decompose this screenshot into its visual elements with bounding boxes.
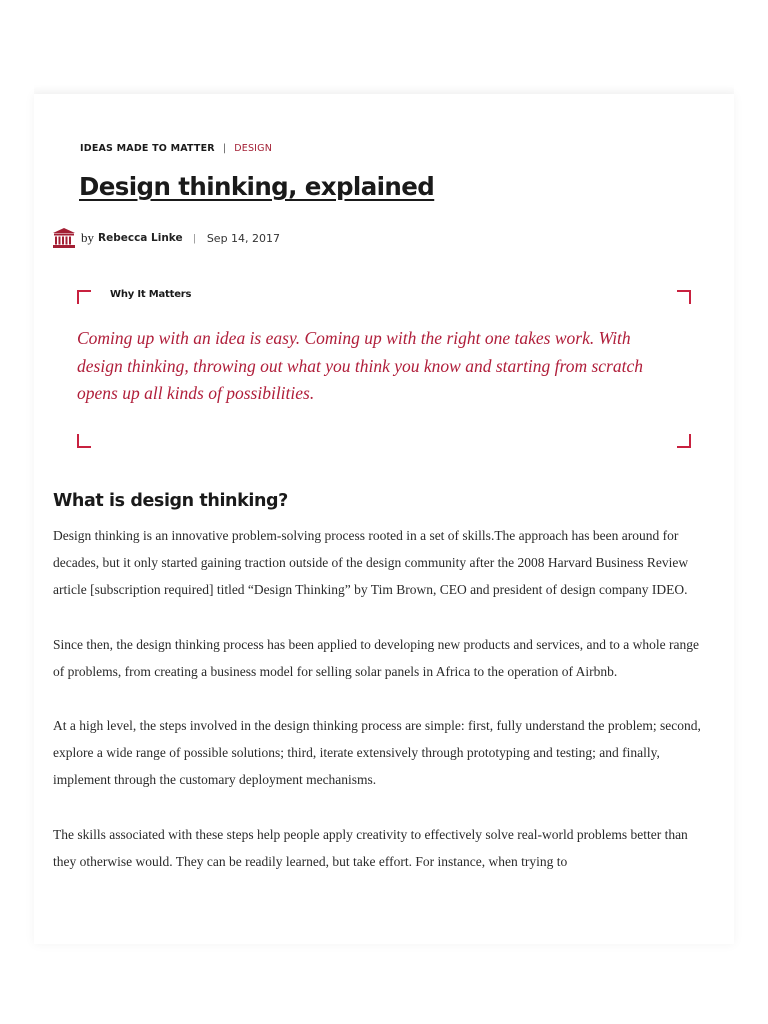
body-paragraph: Since then, the design thinking process has been applied to developing new products and services, and to a whole range of problems, from creating a business model for selling solar panels in Africa to the operation of Airbnb. [53,636,699,679]
corner-bracket-bottom-left [77,434,91,448]
article-title: Design thinking, explained [79,172,435,201]
why-it-matters-quote: Coming up with an idea is easy. Coming up with the right one takes work. With design thinking, throwing out what you think you know and starting from scratch opens up all kinds of possibilities. [77,328,643,403]
why-it-matters-callout [77,290,691,448]
corner-bracket-bottom-right [677,434,691,448]
article-body [53,522,713,902]
byline-by: by [81,230,94,245]
breadcrumb [80,143,272,154]
breadcrumb-section-link[interactable]: IDEAS MADE TO MATTER [80,143,215,154]
body-paragraph: Design thinking is an innovative problem-solving process rooted in a set of skills.The approach has been around for decades, but it only started gaining traction outside of the design community after the 2008 Harvard Business Review article [subscription required] titled “Design Thinking” by Tim Brown, CEO and president of design company IDEO. [53,528,689,598]
corner-bracket-top-left [77,290,91,304]
breadcrumb-topic-link[interactable]: DESIGN [234,143,273,154]
byline-separator: | [193,232,196,244]
publish-date: Sep 14, 2017 [206,231,281,245]
author-link[interactable]: Rebecca Linke [98,232,183,244]
section-heading: What is design thinking? [53,491,288,511]
byline [53,227,280,249]
body-paragraph: At a high level, the steps involved in the design thinking process are simple: first, fully understand the problem; second, explore a wide range of possible solutions; third, iterate extensively through prototyping and testing; and finally, implement through the customary deployment mechanisms. [53,718,701,788]
why-it-matters-label: Why It Matters [110,289,192,300]
body-paragraph: The skills associated with these steps help people apply creativity to effectively solve real-world problems better than they otherwise would. They can be readily learned, but take effort. For instance, when trying to [53,826,688,869]
breadcrumb-separator: | [222,143,227,154]
mit-sloan-building-icon [53,228,75,248]
article-card [34,94,734,944]
corner-bracket-top-right [677,290,691,304]
